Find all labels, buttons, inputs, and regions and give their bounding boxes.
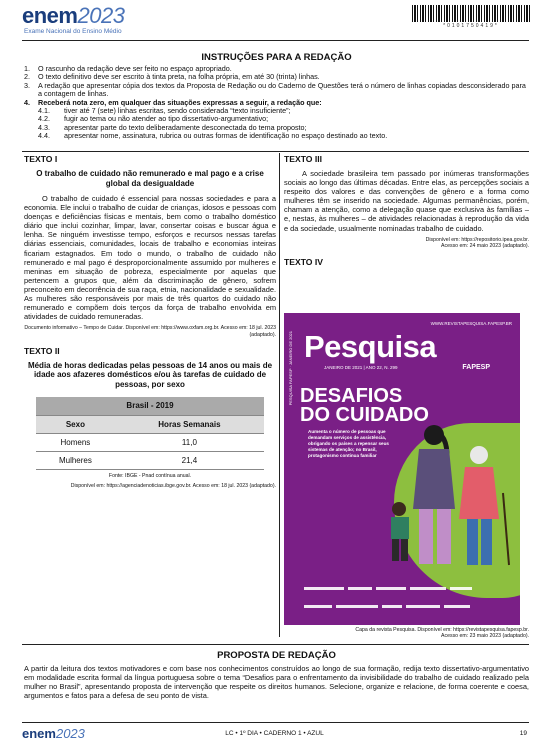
- cover-bottom-bars: [304, 581, 504, 611]
- cover-publisher: FAPESP: [462, 364, 490, 371]
- barcode: [412, 5, 530, 22]
- texto2-source: Disponível em: https://agenciadenoticias.ibge.gov.br. Acesso em: 18 jul. 2023 (adaptado).: [70, 482, 276, 489]
- table-row: Homens 11,0: [36, 433, 264, 451]
- enem-logo: enem2023: [22, 3, 125, 28]
- cover-headline: DESAFIOS DO CUIDADO: [300, 385, 429, 426]
- cover-magazine-name: Pesquisa: [304, 329, 437, 364]
- instruction-subitem: 4.4. apresentar nome, assinatura, rubrica ou outras formas de identificação no espaço destinado ao texto.: [38, 131, 388, 141]
- instruction-item: 4. Receberá nota zero, em qualquer das situações expressas a seguir, a redação que:: [24, 97, 322, 107]
- magazine-cover: [284, 313, 520, 625]
- column-divider: [279, 153, 280, 637]
- texto2-title: Média de horas dedicadas pelas pessoas de 14 anos ou mais de idade aos afazeres domésticos e/ou às tarefas de cuidado de pessoas, por sexo: [27, 360, 273, 389]
- table-row: Mulheres 21,4: [36, 451, 264, 469]
- proposta-title: PROPOSTA DE REDAÇÃO: [217, 650, 336, 661]
- cover-url: WWW.REVISTAPESQUISA.FAPESP.BR: [430, 321, 512, 326]
- cover-caption-1: Capa da revista Pesquisa. Disponível em: https://revistapesquisa.fapesp.br.: [355, 627, 529, 633]
- proposta-body: A partir da leitura dos textos motivadores e com base nos conhecimentos construídos ao longo de sua formação, redija texto dissertativo-argumentativo em modalidade escrita formal da língua portuguesa sobre o tema “Desafios para o enfrentamento da invisibilidade do trabalho de cuidado realizado pela mulher no Brasil”, apresentando proposta de intervenção que respeite os direitos humanos. Selecione, organize e relacione, de forma coerente e coesa, argumentos e fatos para a defesa de seu ponto de vista.: [24, 664, 529, 701]
- col-sex: Sexo: [36, 415, 115, 433]
- header-divider: [22, 40, 529, 41]
- texto4-label: TEXTO IV: [284, 257, 323, 268]
- texto3-body: A sociedade brasileira tem passado por inúmeras transformações sociais ao longo das últimas décadas. Entre elas, as percepções sociais a respeito dos valores e das convenções de gênero e a forma como mulheres têm se inserido na sociedade. Algumas permanências, porém, chamam a atenção, como a delegação quase que exclusiva às famílias – e, nestas, às mulheres – de atividades relacionadas à reprodução da vida e da sociedade, usualmente nominadas trabalho de cuidado.: [284, 169, 529, 233]
- instructions-box: [24, 52, 529, 150]
- texto3-source-2: Acesso em: 24 maio 2023 (adaptado).: [441, 242, 529, 249]
- instruction-item: 1. O rascunho da redação deve ser feito no espaço apropriado.: [24, 64, 232, 73]
- logo-subtitle: Exame Nacional do Ensino Médio: [24, 28, 122, 35]
- cover-issue: JANEIRO DE 2021 | ANO 22, N. 299: [324, 365, 398, 370]
- instruction-subitem: 4.2. fugir ao tema ou não atender ao tipo dissertativo-argumentativo;: [38, 114, 269, 124]
- page-header: [0, 0, 549, 40]
- texto1-body: O trabalho de cuidado é essencial para nossas sociedades e para a economia. Ele inclui o trabalho de cuidar de crianças, idosos e pessoas com doenças e deficiências físicas e mentais, bem como o trabalho doméstico diário que inclui cozinhar, limpar, lavar, consertar coisas e buscar água e lenha. Se ninguém investisse tempo, esforços e recursos nessas tarefas diárias essenciais, comunidades, locais de trabalho e economias inteiras ficariam estagnados. Em todo o mundo, o trabalho de cuidado não remunerado e mal pago é desproporcionalmente assumido por mulheres e meninas em situação de pobreza, especialmente por aquelas que pertencem a grupos que, além da discriminação de gênero, sofrem preconceito em decorrência de sua raça, etnia, nacionalidade e sexualidade. As mulheres são responsáveis por mais de três quartos do cuidado não remunerado e compõem dois terços da força de trabalho envolvida em atividades de cuidado remuneradas.: [24, 194, 276, 322]
- instructions-list: [24, 65, 529, 141]
- caregivers-illustration: [379, 413, 519, 583]
- texto1-label: TEXTO I: [24, 154, 58, 164]
- table-year: Brasil - 2019: [36, 397, 264, 415]
- proposta-divider: [22, 644, 529, 645]
- page-footer: [0, 720, 549, 749]
- hours-table: [36, 397, 264, 470]
- barcode-number: *0101750419*: [443, 23, 499, 29]
- instruction-item: 3. A redação que apresentar cópia dos textos da Proposta de Redação ou do Caderno de Questões terá o número de linhas copiadas desconsiderado para a contagem de linhas.: [24, 80, 526, 99]
- texto3-label: TEXTO III: [284, 154, 323, 164]
- col-hours: Horas Semanais: [115, 415, 264, 433]
- left-column: [24, 154, 276, 489]
- cover-side-text: PESQUISA FAPESP · JANEIRO DE 2021: [288, 331, 293, 406]
- cover-caption-2: Acesso em: 23 maio 2023 (adaptado).: [441, 633, 529, 639]
- texto1-source: Documento informativo – Tempo de Cuidar. Disponível em: https://www.oxfam.org.br. Acesso em: 18 jul. 2023 (adaptado).: [24, 325, 276, 338]
- instruction-subitem: 4.1. tiver até 7 (sete) linhas escritas, sendo considerada “texto insuficiente”;: [38, 106, 291, 116]
- footer-booklet-info: LC • 1º DIA • CADERNO 1 • AZUL: [225, 730, 324, 737]
- texto1-title: O trabalho de cuidado não remunerado e mal pago e a crise global da desigualdade: [36, 169, 264, 188]
- page-number: 19: [519, 730, 527, 737]
- cover-blurb: Aumenta o número de pessoas que demandam serviços de assistência, obrigando os países a repensar seus sistemas de atenção; no Brasil, protagonismo continua familiar: [308, 429, 389, 458]
- instructions-divider: [22, 151, 529, 152]
- instructions-title: INSTRUÇÕES PARA A REDAÇÃO: [201, 52, 352, 63]
- right-column: [284, 154, 529, 267]
- footer-logo: enem2023: [22, 726, 85, 741]
- proposta-section: [24, 650, 529, 700]
- table-fonte: Fonte: IBGE - Pnad contínua anual.: [108, 472, 192, 479]
- instruction-subitem: 4.3. apresentar parte do texto deliberadamente desconectada do tema proposto;: [38, 122, 307, 132]
- texto3-source-1: Disponível em: https://repositorio.ipea.gov.br.: [425, 236, 529, 243]
- texto2-label: TEXTO II: [24, 345, 60, 356]
- instruction-item: 2. O texto definitivo deve ser escrito à tinta preta, na folha própria, em até 30 (trinta) linhas.: [24, 72, 320, 82]
